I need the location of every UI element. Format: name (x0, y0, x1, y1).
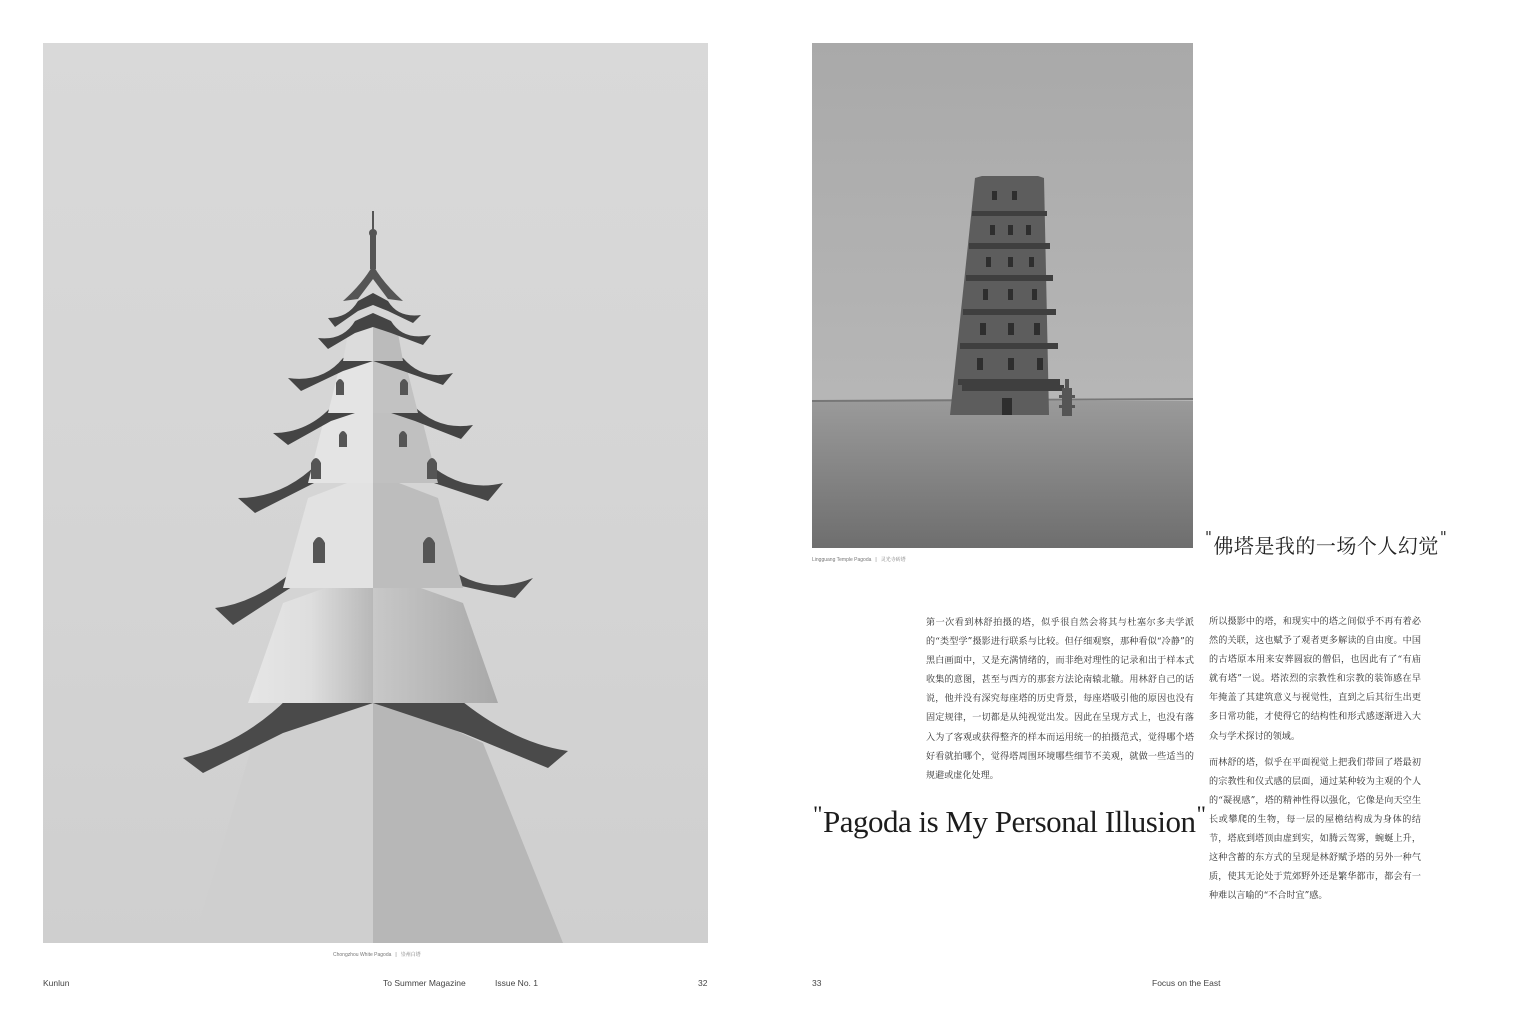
body-paragraph: 第一次看到林舒拍摄的塔，似乎很自然会将其与杜塞尔多夫学派的“类型学”摄影进行联系与比较。但仔细观察，那种看似“冷静”的黑白画面中，又是充满情绪的，而非绝对理性的记录和出于样本式收集的意图，甚至与西方的那套方法论南辕北辙。用林舒自己的话说，他并没有深究每座塔的历史背景，每座塔吸引他的原因也没有固定规律，一切都是从纯视觉出发。因此在呈现方式上，也没有落入为了客观或获得整齐的样本而运用统一的拍摄范式，觉得哪个塔好看就拍哪个，觉得塔周围环境哪些细节不美观，就做一些适当的规避或虚化处理。 (926, 618, 1194, 781)
body-paragraph: 所以摄影中的塔，和现实中的塔之间似乎不再有着必然的关联，这也赋予了观者更多解读的自由度。中国的古塔原本用来安葬圆寂的僧侣，也因此有了“有庙就有塔”一说。塔浓烈的宗教性和宗教的装饰感在早年掩盖了其建筑意义与视觉性，直到之后其衍生出更多日常功能，才使得它的结构性和形式感逐渐进入大众与学术探讨的领域。 (1209, 617, 1421, 742)
headline (812, 804, 1207, 840)
body-column-right (1209, 613, 1421, 913)
close-quote-mark: " (1439, 528, 1448, 546)
open-quote-mark: " (1205, 528, 1213, 546)
left-caption-en: Chongzhou White Pagoda (333, 952, 392, 958)
right-caption-en: Lingguang Temple Pagoda (812, 557, 872, 563)
open-quote-mark: " (813, 802, 822, 828)
pagoda-photo-illustration (43, 43, 708, 943)
right-caption-cn: 灵光寺砖塔 (880, 557, 906, 563)
footer-section: Focus on the East (1152, 978, 1221, 988)
right-photo-caption (812, 556, 906, 563)
footer-magazine: To Summer Magazine (383, 978, 466, 988)
pull-quote-cn-text: 佛塔是我的一场个人幻觉 (1213, 534, 1439, 558)
pagoda-field-illustration (812, 43, 1193, 548)
page-number-left: 32 (698, 978, 708, 988)
body-column-left (926, 614, 1194, 793)
footer-issue: Issue No. 1 (495, 978, 538, 988)
left-photo-caption (333, 951, 421, 958)
pagoda-photo (43, 43, 708, 943)
caption-separator: | (395, 952, 397, 958)
body-paragraph: 而林舒的塔，似乎在平面视觉上把我们带回了塔最初的宗教性和仪式感的层面，通过某种较为主观的个人的“凝视感”，塔的精神性得以强化，它像是向天空生长或攀爬的生物，每一层的屋檐结构成为身体的结节，塔底到塔顶由虚到实，如腾云驾雾，蜿蜒上升，这种含蓄的东方式的呈现是林舒赋予塔的另外一种气质，使其无论处于荒郊野外还是繁华都市，都会有一种难以言喻的“不合时宜”感。 (1209, 757, 1421, 902)
pull-quote-cn (1204, 530, 1448, 559)
close-quote-mark: " (1196, 802, 1206, 828)
footer-brand: Kunlun (43, 978, 70, 988)
left-caption-cn: 崇州白塔 (400, 952, 421, 958)
pagoda-field-photo (812, 43, 1193, 548)
page-number-right: 33 (812, 978, 822, 988)
headline-text: Pagoda is My Personal Illusion (823, 804, 1196, 839)
caption-separator: | (875, 557, 877, 563)
